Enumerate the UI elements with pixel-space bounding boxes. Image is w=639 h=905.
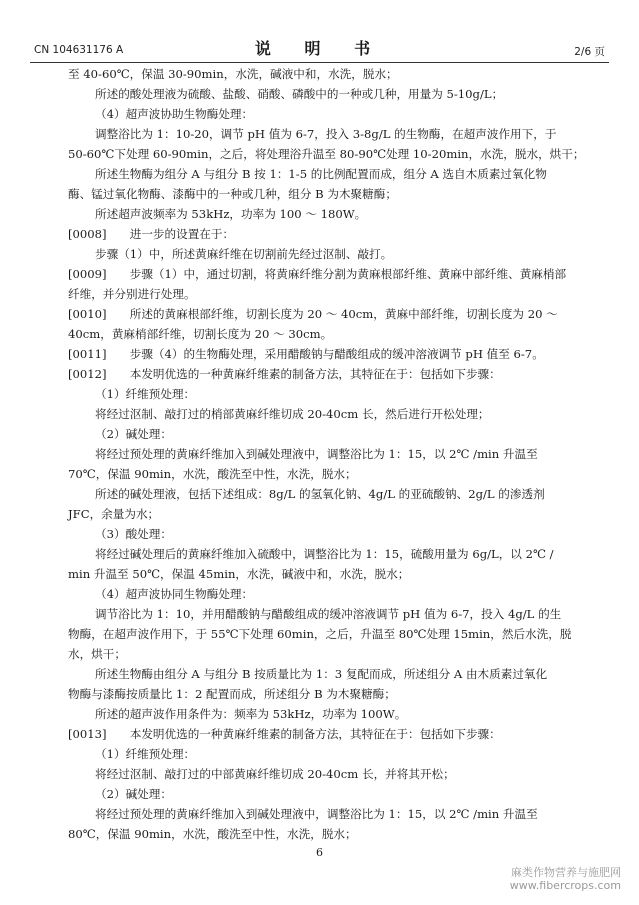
- text-line: 酶、锰过氧化物酶、漆酶中的一种或几种，组分 B 为木聚糖酶；: [68, 187, 397, 201]
- text-line: 所述的超声波作用条件为：频率为 53kHz，功率为 100W。: [95, 707, 407, 721]
- text-line: 80℃，保温 90min，水洗，酸洗至中性，水洗，脱水；: [68, 827, 357, 841]
- text-line: [0011] 步骤（4）的生物酶处理，采用醋酸钠与醋酸组成的缓冲溶液调节 pH 值至 6-7。: [68, 347, 544, 361]
- text-line: 物酶，在超声波作用下，于 55℃下处理 60min，之后，升温至 80℃处理 15min，然后水洗，脱: [68, 627, 572, 641]
- page-number: 6: [316, 846, 323, 859]
- text-line: （1）纤维预处理：: [95, 747, 196, 761]
- text-line: [0009] 步骤（1）中，通过切割，将黄麻纤维分割为黄麻根部纤维、黄麻中部纤维、黄麻梢部: [68, 267, 567, 281]
- text-line: 所述的酸处理液为硫酸、盐酸、硝酸、磷酸中的一种或几种，用量为 5-10g/L；: [95, 87, 504, 101]
- text-line: 所述生物酶为组分 A 与组分 B 按 1：1-5 的比例配置而成，组分 A 选自木质素过氧化物: [95, 167, 547, 181]
- patent-number: CN 104631176 A: [34, 44, 124, 56]
- text-line: 物酶与漆酶按质量比 1：2 配置而成，所述组分 B 为木聚糖酶；: [68, 687, 396, 701]
- text-line: 所述超声波频率为 53kHz，功率为 100 ～ 180W。: [95, 207, 367, 221]
- text-line: 所述生物酶由组分 A 与组分 B 按质量比为 1：3 复配而成，所述组分 A 由木质素过氧化: [95, 667, 548, 681]
- text-line: 步骤（1）中，所述黄麻纤维在切割前先经过沤制、敲打。: [95, 247, 393, 261]
- text-line: 将经过沤制、敲打过的梢部黄麻纤维切成 20-40cm 长，然后进行开松处理；: [95, 407, 490, 421]
- text-line: [0008] 进一步的设置在于：: [68, 227, 235, 241]
- text-line: [0012] 本发明优选的一种黄麻纤维素的制备方法，其特征在于：包括如下步骤：: [68, 367, 501, 381]
- text-line: 水，烘干；: [68, 647, 126, 661]
- text-line: 调整浴比为 1：10-20，调节 pH 值为 6-7，投入 3-8g/L 的生物酶，在超声波作用下，于: [95, 127, 557, 141]
- site-watermark: [510, 866, 621, 892]
- page-indicator: 2/6 页: [574, 46, 605, 58]
- text-line: （3）酸处理：: [95, 527, 172, 541]
- text-line: 调节浴比为 1：10，并用醋酸钠与醋酸组成的缓冲溶液调节 pH 值为 6-7，投入 4g/L 的生: [95, 607, 562, 621]
- text-line: 将经过沤制、敲打过的中部黄麻纤维切成 20-40cm 长，并将其开松；: [95, 767, 455, 781]
- text-line: 纤维，并分别进行处理。: [68, 287, 196, 301]
- text-line: （4）超声波协同生物酶处理：: [95, 587, 254, 601]
- text-line: 至 40-60℃，保温 30-90min，水洗，碱液中和，水洗，脱水；: [68, 67, 398, 81]
- text-line: （2）碱处理：: [95, 427, 172, 441]
- text-line: 将经过预处理的黄麻纤维加入到碱处理液中，调整浴比为 1：15，以 2℃ /min 升温至: [95, 447, 538, 461]
- text-line: min 升温至 50℃，保温 45min，水洗，碱液中和，水洗，脱水；: [68, 567, 410, 581]
- text-line: 40cm，黄麻梢部纤维，切割长度为 20 ～ 30cm。: [68, 327, 333, 341]
- text-line: 70℃，保温 90min，水洗，酸洗至中性，水洗，脱水；: [68, 467, 357, 481]
- text-line: （1）纤维预处理：: [95, 387, 196, 401]
- text-line: 将经过预处理的黄麻纤维加入到碱处理液中，调整浴比为 1：15，以 2℃ /min 升温至: [95, 807, 538, 821]
- page-header: [30, 36, 609, 63]
- text-line: [0013] 本发明优选的一种黄麻纤维素的制备方法，其特征在于：包括如下步骤：: [68, 727, 501, 741]
- text-line: 将经过碱处理后的黄麻纤维加入硫酸中，调整浴比为 1：15，硫酸用量为 6g/L，以 2℃ /: [95, 547, 554, 561]
- document-title: 说 明 书: [254, 39, 385, 58]
- watermark-title: 麻类作物营养与施肥网: [511, 866, 621, 879]
- text-line: 50-60℃下处理 60-90min，之后，将处理浴升温至 80-90℃处理 10-20min，水洗，脱水，烘干；: [68, 147, 585, 161]
- text-line: （4）超声波协助生物酶处理：: [95, 107, 254, 121]
- text-line: 所述的碱处理液，包括下述组成：8g/L 的氢氧化钠、4g/L 的亚硫酸钠、2g/L 的渗透剂: [95, 487, 545, 501]
- text-line: JFC，余量为水；: [68, 507, 160, 521]
- text-line: （2）碱处理：: [95, 787, 172, 801]
- text-line: [0010] 所述的黄麻根部纤维，切割长度为 20 ～ 40cm，黄麻中部纤维，切割长度为 20 ～: [68, 307, 558, 321]
- watermark-url: www.fibercrops.com: [509, 879, 621, 892]
